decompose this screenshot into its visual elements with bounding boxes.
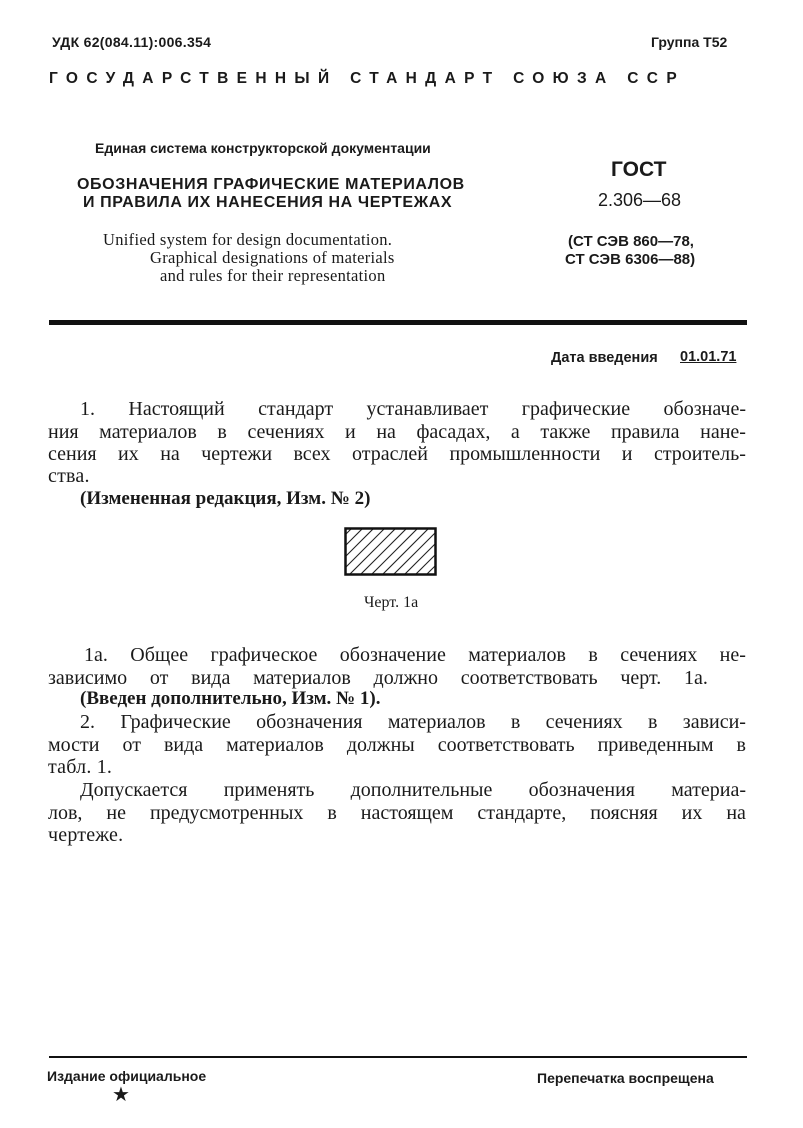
word: от	[122, 734, 141, 756]
word: а	[510, 421, 520, 443]
word: поясняя	[590, 802, 658, 824]
word: 1а.	[684, 667, 708, 689]
state-standard-banner: ГОСУДАРСТВЕННЫЙ СТАНДАРТ СОЮЗА ССР	[49, 70, 686, 87]
sev-reference-2: СТ СЭВ 6306—88)	[565, 251, 696, 268]
word: в	[588, 644, 598, 666]
gost-label: ГОСТ	[611, 158, 667, 181]
word: 2.	[80, 711, 95, 733]
word: должны	[346, 734, 415, 756]
gost-number: 2.306—68	[598, 190, 682, 210]
intro-date-value: 01.01.71	[680, 349, 737, 365]
word: промышленности	[449, 443, 601, 465]
word: лов,	[48, 802, 83, 824]
title-line-2: И ПРАВИЛА ИХ НАНЕСЕНИЯ НА ЧЕРТЕЖАХ	[83, 194, 453, 211]
word: зависи-	[682, 711, 746, 733]
word: дополнительные	[350, 779, 493, 801]
word: нане-	[700, 421, 746, 443]
paragraph-1-line-4: ства.	[48, 465, 90, 487]
official-edition-label: Издание официальное	[47, 1068, 207, 1084]
material-hatch-figure	[344, 527, 437, 576]
paragraph-2-line-3: табл. 1.	[48, 756, 113, 778]
word: от	[149, 667, 169, 689]
paragraph-1-line-2	[48, 421, 746, 444]
paragraph-2-line-2	[48, 734, 746, 757]
paragraph-1a-line-1	[84, 644, 746, 667]
word: соответствовать	[460, 667, 598, 689]
word: в	[648, 711, 658, 733]
word: сечениях	[620, 644, 698, 666]
word: материалов	[387, 711, 486, 733]
word: и	[621, 443, 633, 465]
star-icon: ★	[112, 1084, 130, 1106]
word: графические	[521, 398, 631, 420]
word: 1.	[80, 398, 95, 420]
word: в	[510, 711, 521, 733]
paragraph-1-line-1	[80, 398, 746, 421]
word: материалов	[226, 734, 324, 756]
word: в	[217, 421, 227, 443]
word: стандарте,	[477, 802, 567, 824]
amendment-note-1: (Введен дополнительно, Изм. № 1).	[80, 688, 381, 709]
word: предусмотренных	[149, 802, 304, 824]
group-code: Группа Т52	[651, 34, 728, 50]
word: Допускается	[80, 779, 188, 801]
word: строитель-	[653, 443, 746, 465]
word: мости	[48, 734, 100, 756]
word: настоящем	[360, 802, 454, 824]
word: на	[726, 802, 746, 824]
word: зависимо	[48, 667, 128, 689]
header-divider	[49, 320, 747, 325]
paragraph-1a-line-2	[48, 667, 708, 690]
word: в	[327, 802, 337, 824]
word: их	[681, 802, 703, 824]
footer-divider	[49, 1056, 747, 1058]
word: чертежи	[201, 443, 273, 465]
word: всех	[293, 443, 331, 465]
word: и	[345, 421, 356, 443]
word: материалов	[99, 421, 197, 443]
word: вида	[163, 734, 204, 756]
word: Настоящий	[128, 398, 225, 420]
intro-date-label: Дата введения	[551, 350, 658, 366]
word: обозначе-	[663, 398, 746, 420]
word: обозначение	[339, 644, 446, 666]
word: отраслей	[351, 443, 429, 465]
word: на	[376, 421, 396, 443]
english-title-line-3: and rules for their representation	[160, 266, 386, 285]
paragraph-3-line-3: чертеже.	[48, 824, 124, 846]
word: Общее	[130, 644, 189, 666]
word: приведенным	[597, 734, 714, 756]
word: должно	[373, 667, 438, 689]
word: в	[736, 734, 746, 756]
word: материалов	[468, 644, 566, 666]
word: не-	[719, 644, 746, 666]
word: сечениях	[545, 711, 623, 733]
word: 1а.	[84, 644, 108, 666]
word: вида	[191, 667, 231, 689]
word: обозначения	[528, 779, 636, 801]
word: на	[160, 443, 180, 465]
amendment-note-2: (Измененная редакция, Изм. № 2)	[80, 488, 371, 509]
paragraph-3-line-1	[80, 779, 746, 802]
word: стандарт	[258, 398, 334, 420]
word: материа-	[671, 779, 746, 801]
word: фасадах,	[416, 421, 491, 443]
word: Графические	[120, 711, 231, 733]
title-line-1: ОБОЗНАЧЕНИЯ ГРАФИЧЕСКИЕ МАТЕРИАЛОВ	[77, 176, 465, 193]
word: применять	[223, 779, 315, 801]
system-subtitle: Единая система конструкторской документации	[95, 140, 431, 156]
paragraph-1-line-3	[48, 443, 746, 466]
word: обозначения	[256, 711, 363, 733]
figure-caption: Черт. 1а	[364, 594, 419, 611]
word: черт.	[620, 667, 662, 689]
word: их	[118, 443, 139, 465]
word: сечениях	[247, 421, 325, 443]
word: правила	[610, 421, 680, 443]
word: ния	[48, 421, 79, 443]
word: сения	[48, 443, 97, 465]
word: не	[106, 802, 126, 824]
sev-reference-1: (СТ СЭВ 860—78,	[568, 233, 694, 250]
paragraph-3-line-2	[48, 802, 746, 825]
word: соответствовать	[437, 734, 575, 756]
word: графическое	[210, 644, 318, 666]
english-title-line-2: Graphical designations of materials	[150, 248, 395, 267]
reprint-prohibited-label: Перепечатка воспрещена	[537, 1070, 714, 1086]
word: также	[540, 421, 591, 443]
udk-code: УДК 62(084.11):006.354	[52, 34, 212, 50]
word: материалов	[253, 667, 351, 689]
paragraph-2-line-1	[80, 711, 746, 734]
word: устанавливает	[366, 398, 489, 420]
english-title-line-1: Unified system for design documentation.	[103, 230, 393, 249]
